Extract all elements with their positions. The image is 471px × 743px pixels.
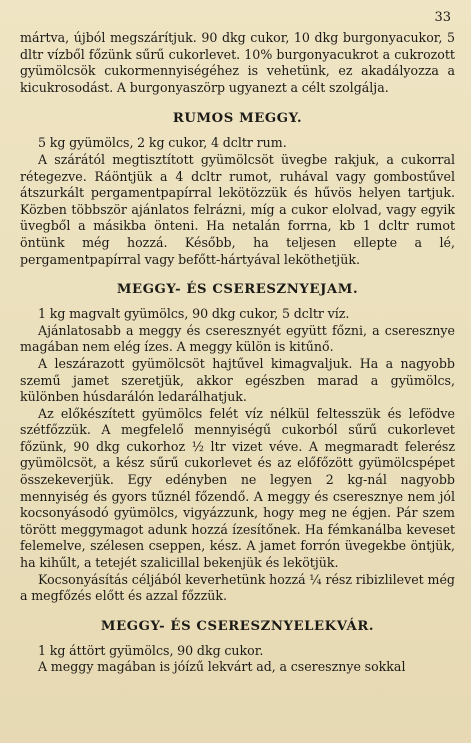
recipe-paragraph: Kocsonyásítás céljából keverhetünk hozzá ¼ rész ribizlilevet még a megfőzés előtt és azzal főzzük. — [20, 571, 455, 604]
recipe-paragraph: A meggy magában is jóízű lekvárt ad, a cseresznye sokkal — [38, 659, 406, 675]
recipe-paragraph: Ajánlatosabb a meggy és cseresznyét együtt főzni, a cseresznye magában nem elég ízes. A meggy külön is kitűnő. — [20, 322, 455, 355]
section-meggy-cseresznyelekvar — [20, 618, 455, 676]
ingredients-line: 1 kg magvalt gyümölcs, 90 dkg cukor, 5 dcltr víz. — [38, 306, 350, 322]
ingredients-line: 1 kg áttört gyümölcs, 90 dkg cukor. — [38, 642, 264, 658]
section-rumos-meggy — [20, 110, 455, 268]
ingredients-line: 5 kg gyümölcs, 2 kg cukor, 4 dcltr rum. — [38, 135, 287, 151]
intro-paragraph: mártva, újból megszárítjuk. 90 dkg cukor, 10 dkg burgonyacukor, 5 dltr vízből főzünk sűrű cukorlevet. 10% burgonyacukrot a cukrozott gyümölcsök cukormennyiségéhez is vehetünk, ez akadályozza a kicukrosodást. A burgonyaszörp ugyanezt a célt szolgálja. — [20, 30, 455, 95]
recipe-paragraph: A leszárazott gyümölcsöt hajtűvel kimagvaljuk. Ha a nagyobb szemű jamet szeretjük, akkor egészben marad a gyümölcs, különben húsdarálón ledarálhatjuk. — [20, 355, 455, 405]
section-meggy-cseresznyejam — [20, 281, 455, 605]
page-number: 33 — [434, 10, 451, 25]
recipe-paragraph: Az előkészített gyümölcs felét víz nélkül feltesszük és lefödve szétfőzzük. A megfelelő mennyiségű cukorból sűrű cukorlevet főzünk, 90 dkg cukorhoz ½ ltr vizet véve. A megmaradt felerész gyümölcsöt, a kész sűrű cukorlevet és az előfőzött gyümölcspépet összekeverjük. Egy edényben ne legyen 2 kg-nál nagyobb mennyiség és gyors tűznél főzendő. A meggy és cseresznye nem jól kocsonyásodó gyümölcs, vigyázzunk, hogy meg ne égjen. Pár szem törött meggymagot adunk hozzá ízesítőnek. Ha fémkanálba keveset felemelve, szélesen cseppen, kész. A jamet forrón üvegekbe öntjük, ha kihűlt, a tetejét szalicillal bekenjük és lekötjük. — [20, 405, 455, 571]
section-title: MEGGY- ÉS CSERESZNYELEKVÁR. — [100, 618, 375, 634]
recipe-paragraph: A szárától megtisztított gyümölcsöt üvegbe rakjuk, a cukorral rétegezve. Ráöntjük a 4 dcltr rumot, ruhával vagy gombostűvel átszurkált pergamentpapírral lekötözzük és hűvös helyen tartjuk. Közben többször ajánlatos felrázni, míg a cukor elolvad, vagy egyik üvegből a másikba önteni. Ha netalán forrna, kb 1 dcltr rumot öntünk még hozzá. Később, ha teljesen ellepte a lé, pergamentpapírral vagy befőtt-hártyával leköthetjük. — [20, 151, 455, 267]
section-title: RUMOS MEGGY. — [172, 111, 303, 127]
section-title: MEGGY- ÉS CSERESZNYEJAM. — [116, 282, 359, 298]
